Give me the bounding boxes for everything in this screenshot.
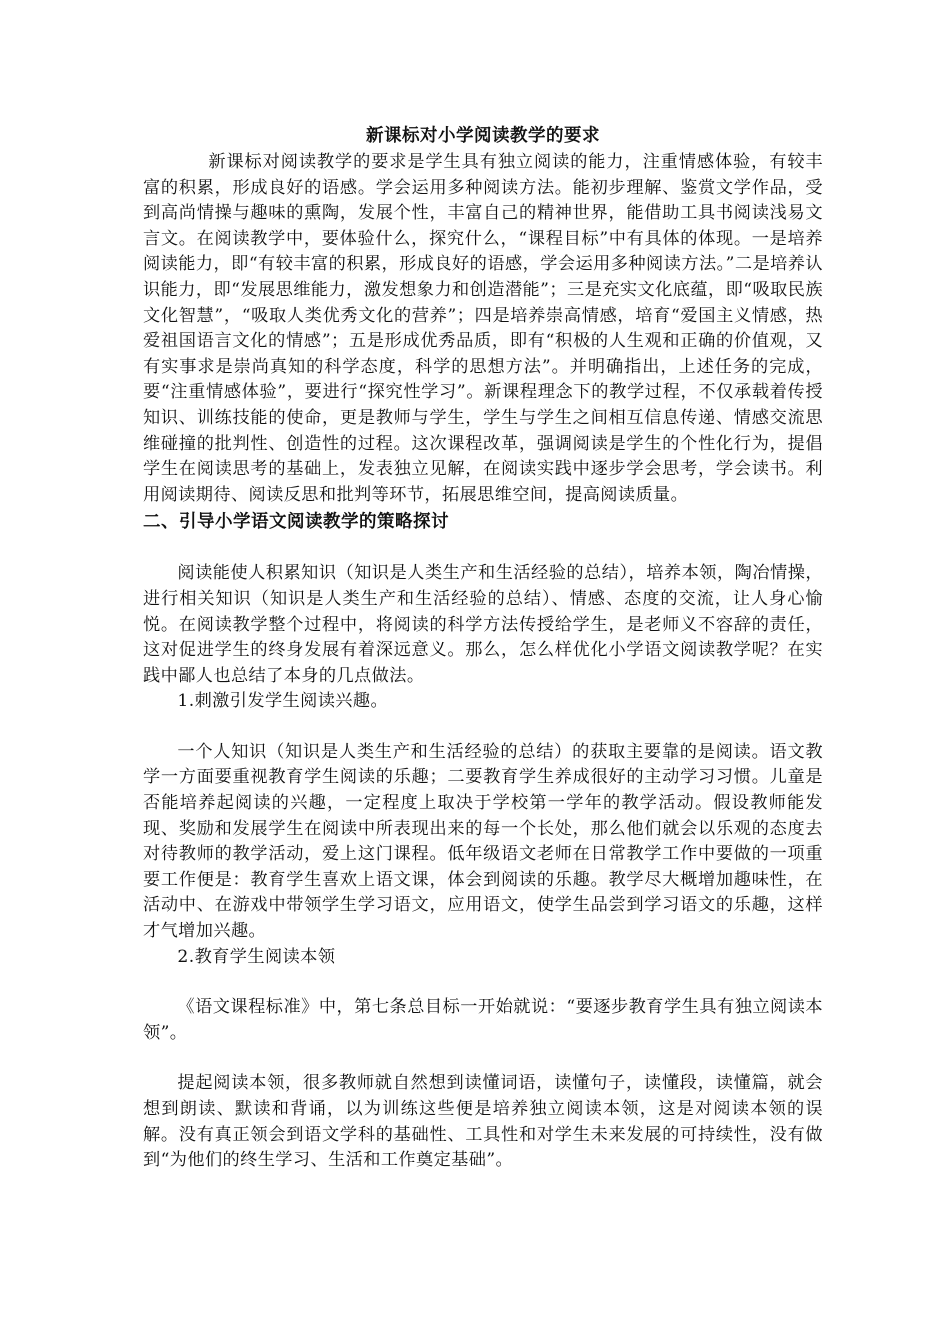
point-1-paragraph: 一个人知识（知识是人类生产和生活经验的总结）的获取主要靠的是阅读。语文教学一方面要重视教育学生阅读的乐趣；二要教育学生养成很好的主动学习习惯。儿童是否能培养起阅读的兴趣，一定程度上取决于学校第一学年的教学活动。假设教师能发现、奖励和发展学生在阅读中所表现出来的每一个长处，那么他们就会以乐观的态度去对待教师的教学活动，爱上这门课程。低年级语文老师在日常教学工作中要做的一项重要工作便是：教育学生喜欢上语文课，体会到阅读的乐趣。教学尽大概增加趣味性，在活动中、在游戏中带领学生学习语文，应用语文，使学生品尝到学习语文的乐趣，这样才气增加兴趣。: [143, 741, 823, 942]
intro-paragraph: 新课标对阅读教学的要求是学生具有独立阅读的能力，注重情感体验，有较丰富的积累，形成良好的语感。学会运用多种阅读方法。能初步理解、鉴赏文学作品，受到高尚情操与趣味的熏陶，发展个性，丰富自己的精神世界，能借助工具书阅读浅易文言文。在阅读教学中，要体验什么，探究什么，“课程目标”中有具体的体现。一是培养阅读能力，即“有较丰富的积累，形成良好的语感，学会运用多种阅读方法。”二是培养认识能力，即“发展思维能力，激发想象力和创造潜能”；三是充实文化底蕴，即“吸取民族文化智慧”，“吸取人类优秀文化的营养”；四是培养崇高情感，培育“爱国主义情感，热爱祖国语言文化的情感”；五是形成优秀品质，即有“积极的人生观和正确的价值观，又有实事求是崇尚真知的科学态度，科学的思想方法”。并明确指出，上述任务的完成，要“注重情感体验”，要进行“探究性学习”。新课程理念下的教学过程，不仅承载着传授知识、训练技能的使命，更是教师与学生，学生与学生之间相互信息传递、情感交流思维碰撞的批判性、创造性的过程。这次课程改革，强调阅读是学生的个性化行为，提倡学生在阅读思考的基础上，发表独立见解，在阅读实践中逐步学会思考，学会读书。利用阅读期待、阅读反思和批判等环节，拓展思维空间，提高阅读质量。: [143, 152, 823, 505]
section-heading: 二、引导小学语文阅读教学的策略探讨: [143, 512, 449, 533]
document-title: 新课标对小学阅读教学的要求: [366, 126, 600, 146]
point-1-heading: 1.刺激引发学生阅读兴趣。: [177, 691, 389, 712]
point-2-paragraph-2: 提起阅读本领，很多教师就自然想到读懂词语，读懂句子，读懂段，读懂篇，就会想到朗读、默读和背诵，以为训练这些便是培养独立阅读本领，这是对阅读本领的误解。没有真正领会到语文学科的基础性、工具性和对学生未来发展的可持续性，没有做到“为他们的终生学习、生活和工作奠定基础”。: [143, 1073, 823, 1171]
point-2-heading: 2.教育学生阅读本领: [177, 946, 336, 967]
document-page: [143, 122, 823, 1174]
section-paragraph: 阅读能使人积累知识（知识是人类生产和生活经验的总结），培养本领，陶冶情操，进行相关知识（知识是人类生产和生活经验的总结）、情感、态度的交流，让人身心愉悦。在阅读教学整个过程中，将阅读的科学方法传授给学生，是老师义不容辞的责任，这对促进学生的终身发展有着深远意义。那么，怎么样优化小学语文阅读教学呢？在实践中鄙人也总结了本身的几点做法。: [143, 563, 823, 686]
point-2-paragraph-1: 《语文课程标准》中，第七条总目标一开始就说：“要逐步教育学生具有独立阅读本领”。: [143, 997, 823, 1043]
